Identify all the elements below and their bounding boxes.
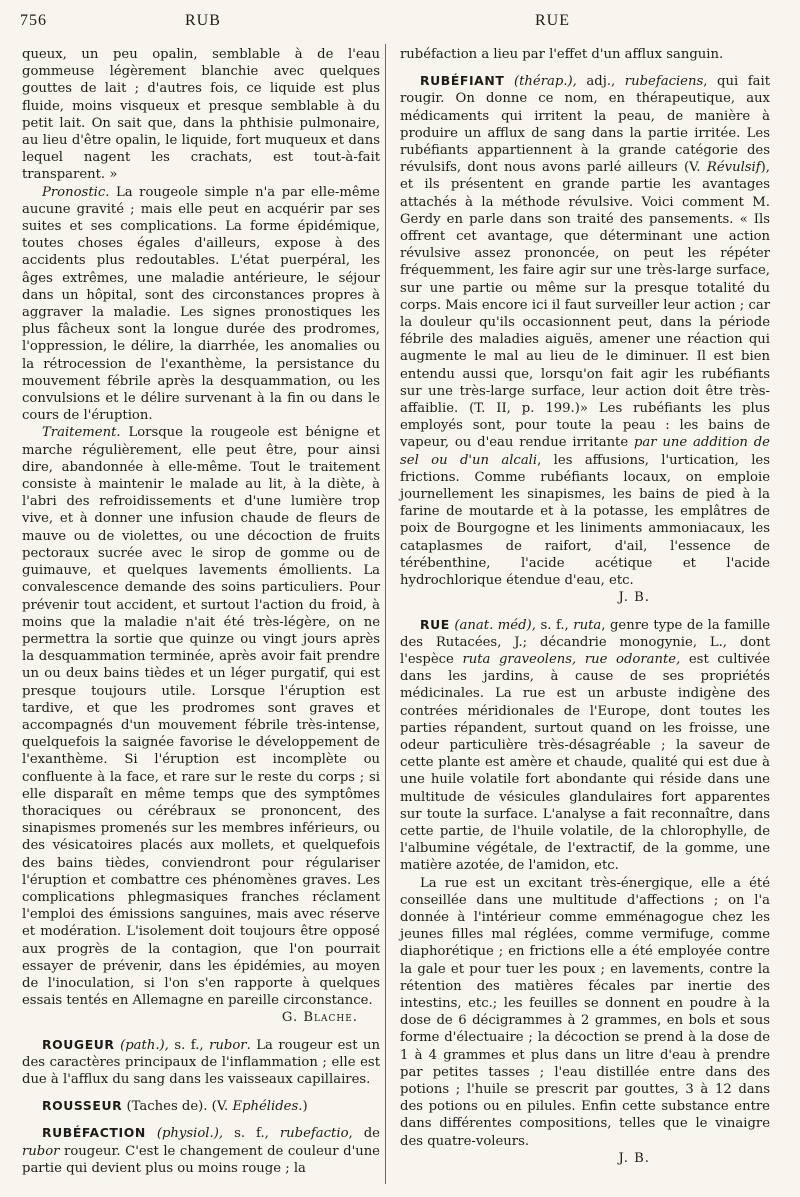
section-label: Traitement. [42, 425, 121, 441]
cross-reference: Révulsif [706, 160, 761, 176]
species-name: ruta graveolens, rue odorante, [462, 651, 681, 667]
column-divider [385, 44, 386, 1184]
entry-text: ), et ils présentent en grande partie les avantages attachés à la méthode révulsive. Voici comment M. Gerdy en parle dans son traité des pansements. « Ils offrent cet avantage, que déterminant une action révulsive assez prononcée, on peut les répéter fréquemment, les faire agir sur une très-large surface, sur une partie ou même sur la presque totalité du corps. Mais encore ici il faut surveiller leur action ; car la douleur qu'ils occasionnent peut, dans la période fébrile des maladies aiguës, amener une réaction qui augmente le mal au lieu de le diminuer. Il est bien entendu aussi que, lorsqu'on fait agir les rubéfiants sur une très-large surface, leur action doit être très-affaiblie. (T. II, p. 199.)» Les rubéfiants les plus employés sont, pour toute la peau : les bains de vapeur, ou d'eau rendue irritante [400, 160, 770, 451]
entry-text: adj., [576, 74, 625, 90]
category-label: (anat. méd), [449, 617, 536, 633]
latin-term: rubefaciens [624, 74, 704, 90]
cross-reference: Ephélides [232, 1099, 299, 1115]
entry-text: .) [298, 1099, 308, 1115]
paragraph: rubéfaction a lieu par l'effet d'un afflux sanguin. [400, 47, 724, 62]
author-signature: J. B. [618, 1150, 650, 1166]
headword: RUBÉFACTION [42, 1125, 146, 1141]
running-header [0, 12, 800, 38]
category-label: (path.), [114, 1037, 169, 1053]
category-label: (thérap.), [504, 74, 577, 90]
right-header-word: RUE [535, 12, 570, 29]
entry-text: , les affusions, l'urtication, les frictions. Comme rubéfiants locaux, on emploie journellement les sinapismes, les bains de pied à la farine de moutarde et à la potasse, les emplâtres de poix de Bourgogne et les liniments ammoniacaux, les cataplasmes de raifort, d'ail, l'essence de térébenthine, l'acide acétique et l'acide hydrochlorique étendue d'eau, etc. [400, 452, 770, 589]
author-signature: G. Blache. [281, 1010, 358, 1026]
entry-text: , genre type de la famille des Rutacées, J.; décandrie monogynie, L., dont l'espèce [400, 617, 771, 667]
headword: ROUSSEUR [42, 1098, 123, 1114]
latin-term: rubor [209, 1037, 247, 1053]
paragraph-pronostic [22, 184, 380, 425]
category-label: (physiol.), [145, 1126, 224, 1142]
entry-rougeur [22, 1036, 380, 1089]
section-label: Pronostic. [42, 184, 110, 200]
paragraph-text: La rougeole simple n'a par elle-même aucune gravité ; mais elle peut en acquérir par ses suites et ses complications. La forme épidémique, toutes choses égales d'ailleurs, expose à des accidents plus redoutables. L'état puerpéral, les âges extrêmes, une maladie antérieure, le séjour dans un hôpital, sont des circonstances propres à aggraver la maladie. Les signes pronostiques les plus fâcheux sont la longue durée des prodromes, l'oppression, le délire, la diarrhée, les anomalies ou la rétrocession de l'exanthème, la persistance du mouvement fébrile après la desquammation, ou les convulsions et le délire survenant à la fin ou dans le cours de l'éruption. [22, 184, 380, 424]
entry-rubefiant [400, 72, 770, 589]
left-column [22, 46, 380, 1177]
left-header-word: RUB [185, 12, 221, 29]
entry-text: , qui fait rougir. On donne ce nom, en thérapeutique, aux médicaments qui irritent la peau, de manière à produire un afflux de sang dans la partie irritée. Les rubéfiants appartiennent à la grande catégorie des révulsifs, dont nous avons parlé ailleurs (V. [400, 74, 770, 176]
entry-rue [400, 616, 770, 875]
headword: RUE [420, 616, 450, 632]
entry-text: , de [348, 1126, 380, 1142]
author-signature: J. B. [618, 590, 650, 606]
entry-rousseur [22, 1097, 380, 1115]
latin-term: ruta [573, 617, 602, 633]
paragraph-traitement [22, 424, 380, 1009]
entry-rubefaction [22, 1124, 380, 1177]
entry-text: s. f., [168, 1037, 210, 1053]
entry-text: . La rougeur est un des caractères principaux de l'inflammation ; elle est due à l'afflux du sang dans les vaisseaux capillaires. [22, 1037, 380, 1087]
right-column [400, 46, 770, 1167]
entry-text: est cultivée dans les jardins, à cause de ses propriétés médicinales. La rue est un arbuste indigène des contrées méridionales de l'Europe, dont toutes les parties répandent, surtout quand on les froisse, une odeur particulière très-désagréable ; la saveur de cette plante est amère et chaude, qualité qui est due à une huile volatile fort abondante qui réside dans une multitude de vésicules glandulaires fort apparentes sur toute la surface. L'analyse a fait reconnaître, dans cette partie, de l'huile volatile, de la chlorophylle, de l'albumine végétale, de l'extractif, de la gomme, une matière azotée, de l'amidon, etc. [400, 651, 770, 874]
page-number: 756 [20, 12, 47, 29]
entry-text: rougeur. C'est le changement de couleur d'une partie qui devient plus ou moins rouge ; la [22, 1143, 380, 1176]
entry-text: s. f., [223, 1126, 280, 1142]
paragraph: queux, un peu opalin, semblable à de l'eau gommeuse légèrement blanchie avec quelques gouttes de lait ; d'autres fois, ce liquide est plus fluide, moins visqueux et presque semblable à du petit lait. On sait que, dans la phthisie pulmonaire, au lieu d'être opalin, le liquide, fort muqueux et dans lequel nagent les crachats, est tout-à-fait transparent. » [22, 47, 380, 183]
paragraph-text: Lorsque la rougeole est bénigne et marche régulièrement, elle peut être, pour ainsi dire, abandonnée à elle-même. Tout le traitement consiste à maintenir le malade au lit, à la diète, à l'abri des refroidissements et d'une lumière trop vive, et à donner une infusion chaude de fleurs de mauve ou de violettes, ou une décoction de fruits pectoraux sucrée avec le sirop de gomme ou de guimauve, et quelques lavements émollients. La convalescence demande des soins particuliers. Pour prévenir tout accident, et surtout l'action du froid, à moins que la maladie n'ait été très-légère, on ne permettra la sortie que quinze ou vingt jours après la desquammation terminée, après avoir fait prendre un ou deux bains tièdes et un léger purgatif, qui est presque toujours utile. Lorsque l'éruption est tardive, et que les prodromes sont graves et accompagnés d'un mouvement fébrile très-intense, quelquefois la saignée favorise le développement de l'exanthème. Si l'éruption est incomplète ou confluente à la face, et rare sur le reste du corps ; si elle disparaît en même temps que des symptômes thoraciques ou cérébraux se prononcent, des sinapismes promenés sur les membres inférieurs, ou des vésicatoires placés aux mollets, et quelquefois des bains tièdes, conviendront pour régulariser l'éruption et combattre ces phénomènes graves. Les complications phlegmasiques franches réclament l'emploi des émissions sanguines, mais avec réserve et modération. L'isolement doit toujours être opposé aux progrès de la contagion, que l'on pourrait essayer de prévenir, dans les épidémies, au moyen de l'inoculation, si l'on s'en rapporte à quelques essais tentés en Allemagne en pareille circonstance. [22, 425, 380, 1009]
latin-term: rubor [22, 1143, 60, 1159]
headword: ROUGEUR [42, 1036, 115, 1052]
headword: RUBÉFIANT [420, 73, 505, 89]
paragraph: La rue est un excitant très-énergique, elle a été conseillée dans une multitude d'affections ; on l'a donnée à l'intérieur comme emménagogue chez les jeunes filles mal réglées, comme vermifuge, comme diaphorétique ; en frictions elle a été employée contre la gale et pour tuer les poux ; en lavements, contre la rétention des matières fécales par inertie des intestins, etc.; les feuilles se donnent en poudre à la dose de 6 décigrammes à 2 grammes, en bols et sous forme d'électuaire ; la décoction se prend à la dose de 1 à 4 grammes et plus dans un litre d'eau à prendre par petites tasses ; l'eau distillée entre dans des potions ; l'huile se prescrit par gouttes, 3 à 12 dans des potions ou en pilules. Enfin cette substance entre dans différentes compositions, telles que le vinaigre des quatre-voleurs. [400, 875, 770, 1149]
entry-text: s. f., [535, 617, 574, 633]
latin-term: rubefactio [279, 1126, 349, 1142]
italic-phrase: par une addition de sel ou d'un alcali [400, 435, 770, 468]
entry-text: (Taches de). (V. [122, 1099, 233, 1115]
